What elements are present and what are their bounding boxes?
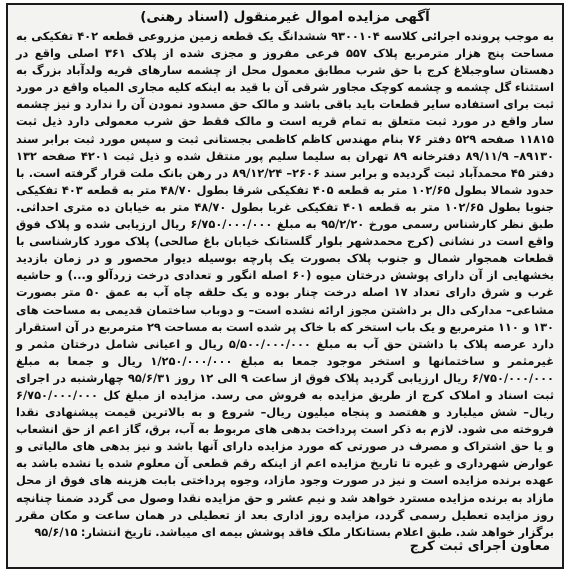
notice-body: به موجب پرونده اجرائی کلاسه ۹۳۰۰۱۰۴ ششدانگ یک قطعه زمین مزروعی قطعه ۴۰۲ تفکیکی به مساحت پنج هزار مترمربع پلاک ۵۵۷ فرعی مفروز و مجزی شده از پلاک ۳۶۱ اصلی واقع در دهستان ساوجبلاغ کرج با حق شرب مطابق معمول محل از چشمه سارهای قریه ولدآباد بزرگ به استثناء گل چشمه و چشمه کوچک مجاور شرقی آن با قید به اینکه کلیه مجاری المیاه واقع در مورد ثبت برای استفاده سایر قطعات باید باقی باشد و مالک حق مسدود نمودن آن را ندارد و نیز چشمه سار واقع در مورد ثبت متعلق به تمام قریه است و مالک فقط حق شرب معمولی دارد ذیل ثبت ۱۱۸۱۵ صفحه ۵۲۹ دفتر ۷۶ بنام مهندس کاظم کاظمی بجستانی ثبت و سپس مورد ثبت برابر سند ۸۹۱۳۰– ۸۹/۱۱/۹ دفترخانه ۸۹ تهران به سلیما سلیم پور منتقل شده و ذیل ثبت ۴۲۰۱ صفحه ۱۳۲ دفتر ۴۵ محمدآباد ثبت گردیده و برابر سند ۲۶۰۶– ۸۹/۱۲/۲۴ در رهن بانک ملت قرار گرفته است. با حدود شمالا بطول ۱۰۲/۶۵ متر به قطعه ۴۰۵ تفکیکی شرقا بطول ۴۸/۷۰ متر به قطعه ۴۰۳ تفکیکی جنوبا بطول ۱۰۲/۶۵ متر به قطعه ۴۰۱ تفکیکی غربا بطول ۴۸/۷۰ متر به خیابان ده متری احداثی. طبق نظر کارشناس رسمی مورخ ۹۵/۲/۲۰ به مبلغ ۶/۷۵۰/۰۰۰/۰۰۰ ریال ارزیابی شده و پلاک فوق واقع است در نشانی (کرج محمدشهر بلوار گلستانک خیابان باغ صالحی) پلاک مورد کارشناسی با قطعات همجوار شمال و جنوب پلاک بصورت یک پارچه بوسیله دیوار محصور و در زمان بازدید بخشهایی از آن دارای پوشش درختان میوه (۶۰ اصله انگور و تعدادی درخت زردآلو و...) و حاشیه غرب و شرق دارای تعداد ۱۷ اصله درخت چنار بوده و یک حلقه چاه آب به عمق ۵۰ متر بصورت مشاعی– مدارکی دال بر داشتن مجوز ارائه نشده است– و دوباب ساختمان قدیمی به مساحت های ۱۳۰ و ۱۱۰ مترمربع و یک باب استخر که با خاک پر شده است به مساحت ۲۹ مترمربع در آن استقرار دارد عرصه پلاک با داشتن حق آب به مبلغ ۵/۵۰۰/۰۰۰/۰۰۰ ریال و اعیانی شامل درختان مثمر و غیرمثمر و ساختمانها و استخر موجود جمعا به مبلغ ۱/۲۵۰/۰۰۰/۰۰۰ ریال و جمعا به مبلغ ۶/۷۵۰/۰۰۰/۰۰۰ ریال ارزیابی گردید پلاک فوق از ساعت ۹ الی ۱۲ روز ۹۵/۶/۳۱ چهارشنبه در اجرای ثبت اسناد و املاک کرج از طریق مزایده به فروش می رسد. مزایده از مبلغ کل ۶/۷۵۰/۰۰۰/۰۰۰ ریال– شش میلیارد و هفتصد و پنجاه میلیون ریال– شروع و به بالاترین قیمت پیشنهادی نقدا فروخته می شود. لازم به ذکر است پرداخت بدهی های مربوط به آب، برق، گاز اعم از حق انشعاب و یا حق اشتراک و مصرف در صورتی که مورد مزایده دارای آنها باشد و نیز بدهی های مالیاتی و عوارض شهرداری و غیره تا تاریخ مزایده اعم از اینکه رقم قطعی آن معلوم شده یا نشده باشد به عهده برنده مزایده است و نیز در صورت وجود مازاد، وجوه پرداختی بابت هزینه های فوق از محل مازاد به برنده مزایده مسترد خواهد شد و نیم عشر و حق مزایده نقدا وصول می گردد ضمنا چنانچه روز مزایده تعطیل رسمی گردد، مزایده روز اداری بعد از تعطیلی در همان ساعت و مکان مقرر برگزار خواهد شد. طبق اعلام بستانکار ملک فاقد پوشش بیمه ای میباشد. تاریخ انتشار: ۹۵/۶/۱۵ <box>16 29 555 539</box>
notice-signature: معاون اجرای ثبت کرج <box>409 539 550 554</box>
notice-title: آگهی مزایده اموال غیرمنقول (اسناد رهنی) <box>140 9 430 25</box>
auction-notice <box>6 3 564 569</box>
